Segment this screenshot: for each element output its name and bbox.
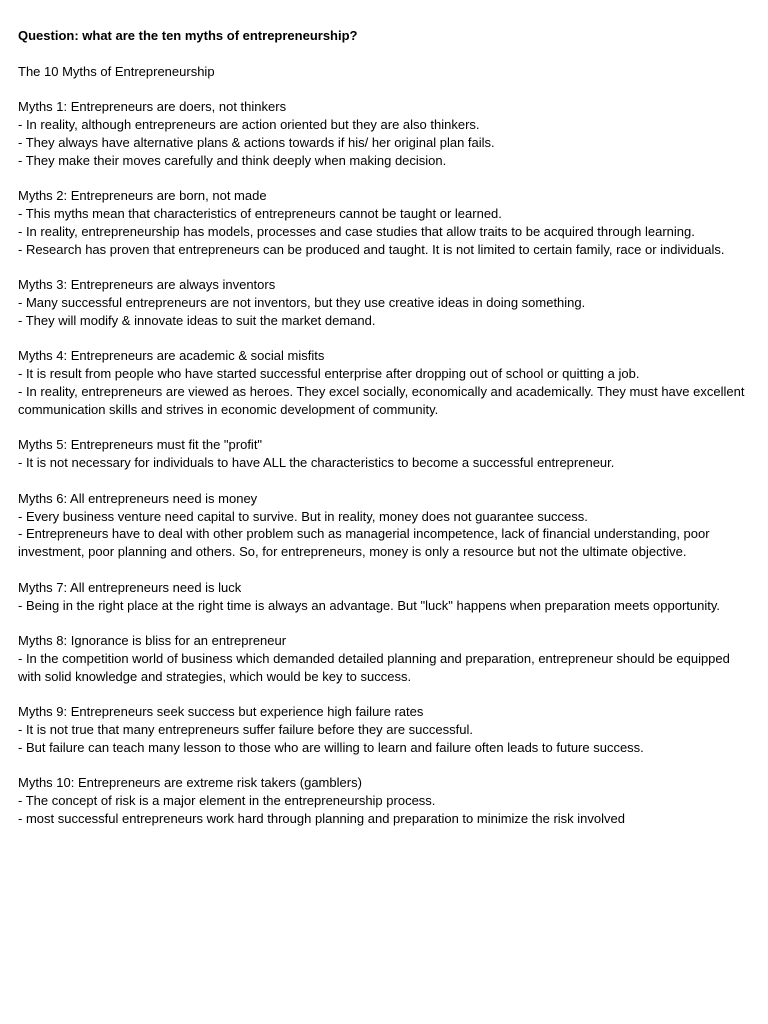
myth-heading: Myths 4: Entrepreneurs are academic & social misfits [18, 348, 325, 364]
myth-point: - The concept of risk is a major element in the entrepreneurship process. [18, 793, 436, 809]
myth-heading: Myths 10: Entrepreneurs are extreme risk takers (gamblers) [18, 775, 362, 791]
myth-section-8 [18, 632, 753, 685]
myth-point: - In reality, although entrepreneurs are action oriented but they are also thinkers. [18, 116, 480, 132]
myth-point: - They make their moves carefully and think deeply when making decision. [18, 152, 447, 168]
myth-section-10 [18, 774, 753, 827]
myth-heading: Myths 5: Entrepreneurs must fit the "profit" [18, 437, 263, 453]
myth-point: - It is result from people who have started successful enterprise after dropping out of school or quitting a job. [18, 366, 640, 382]
myth-point: - In reality, entrepreneurs are viewed as heroes. They excel socially, economically and academically. They must have excellent communication skills and strives in economic development of community. [18, 383, 745, 417]
myth-heading: Myths 2: Entrepreneurs are born, not made [18, 188, 267, 204]
myth-point: - It is not necessary for individuals to have ALL the characteristics to become a successful entrepreneur. [18, 455, 615, 471]
myth-section-9 [18, 703, 753, 756]
myth-section-6 [18, 490, 753, 561]
myth-point: - In reality, entrepreneurship has models, processes and case studies that allow traits to be acquired through learning. [18, 223, 695, 239]
myth-point: - This myths mean that characteristics of entrepreneurs cannot be taught or learned. [18, 205, 502, 221]
myth-point: - But failure can teach many lesson to those who are willing to learn and failure often leads to future success. [18, 739, 644, 755]
myth-point: - It is not true that many entrepreneurs suffer failure before they are successful. [18, 722, 473, 738]
myth-section-5 [18, 436, 753, 472]
myth-point: - Many successful entrepreneurs are not inventors, but they use creative ideas in doing something. [18, 294, 586, 310]
question-line: Question: what are the ten myths of entrepreneurship? [18, 28, 358, 43]
myth-point: - Being in the right place at the right time is always an advantage. But "luck" happens when preparation meets opportunity. [18, 597, 721, 613]
myths-list [18, 98, 753, 828]
document-body [18, 27, 753, 828]
myth-point: - In the competition world of business which demanded detailed planning and preparation, entrepreneur should be equipped with solid knowledge and strategies, which would be key to success. [18, 650, 730, 684]
myth-section-2 [18, 187, 753, 258]
myth-point: - Research has proven that entrepreneurs can be produced and taught. It is not limited to certain family, race or individuals. [18, 241, 725, 257]
myth-section-4 [18, 347, 753, 418]
myth-section-1 [18, 98, 753, 169]
myth-heading: Myths 9: Entrepreneurs seek success but experience high failure rates [18, 704, 424, 720]
myth-heading: Myths 1: Entrepreneurs are doers, not thinkers [18, 99, 287, 115]
myth-point: - They always have alternative plans & actions towards if his/ her original plan fails. [18, 134, 495, 150]
myth-section-7 [18, 579, 753, 615]
document-title: The 10 Myths of Entrepreneurship [18, 63, 215, 79]
myth-section-3 [18, 276, 753, 329]
myth-point: - They will modify & innovate ideas to suit the market demand. [18, 312, 376, 328]
myth-heading: Myths 8: Ignorance is bliss for an entrepreneur [18, 633, 287, 649]
myth-heading: Myths 6: All entrepreneurs need is money [18, 490, 258, 506]
myth-point: - Entrepreneurs have to deal with other problem such as managerial incompetence, lack of financial understanding, poor investment, poor planning and others. So, for entrepreneurs, money is only a resource but not the ultimate objective. [18, 526, 710, 560]
myth-heading: Myths 3: Entrepreneurs are always inventors [18, 277, 276, 293]
myth-heading: Myths 7: All entrepreneurs need is luck [18, 579, 242, 595]
myth-point: - most successful entrepreneurs work hard through planning and preparation to minimize the risk involved [18, 811, 625, 827]
myth-point: - Every business venture need capital to survive. But in reality, money does not guarantee success. [18, 508, 588, 524]
